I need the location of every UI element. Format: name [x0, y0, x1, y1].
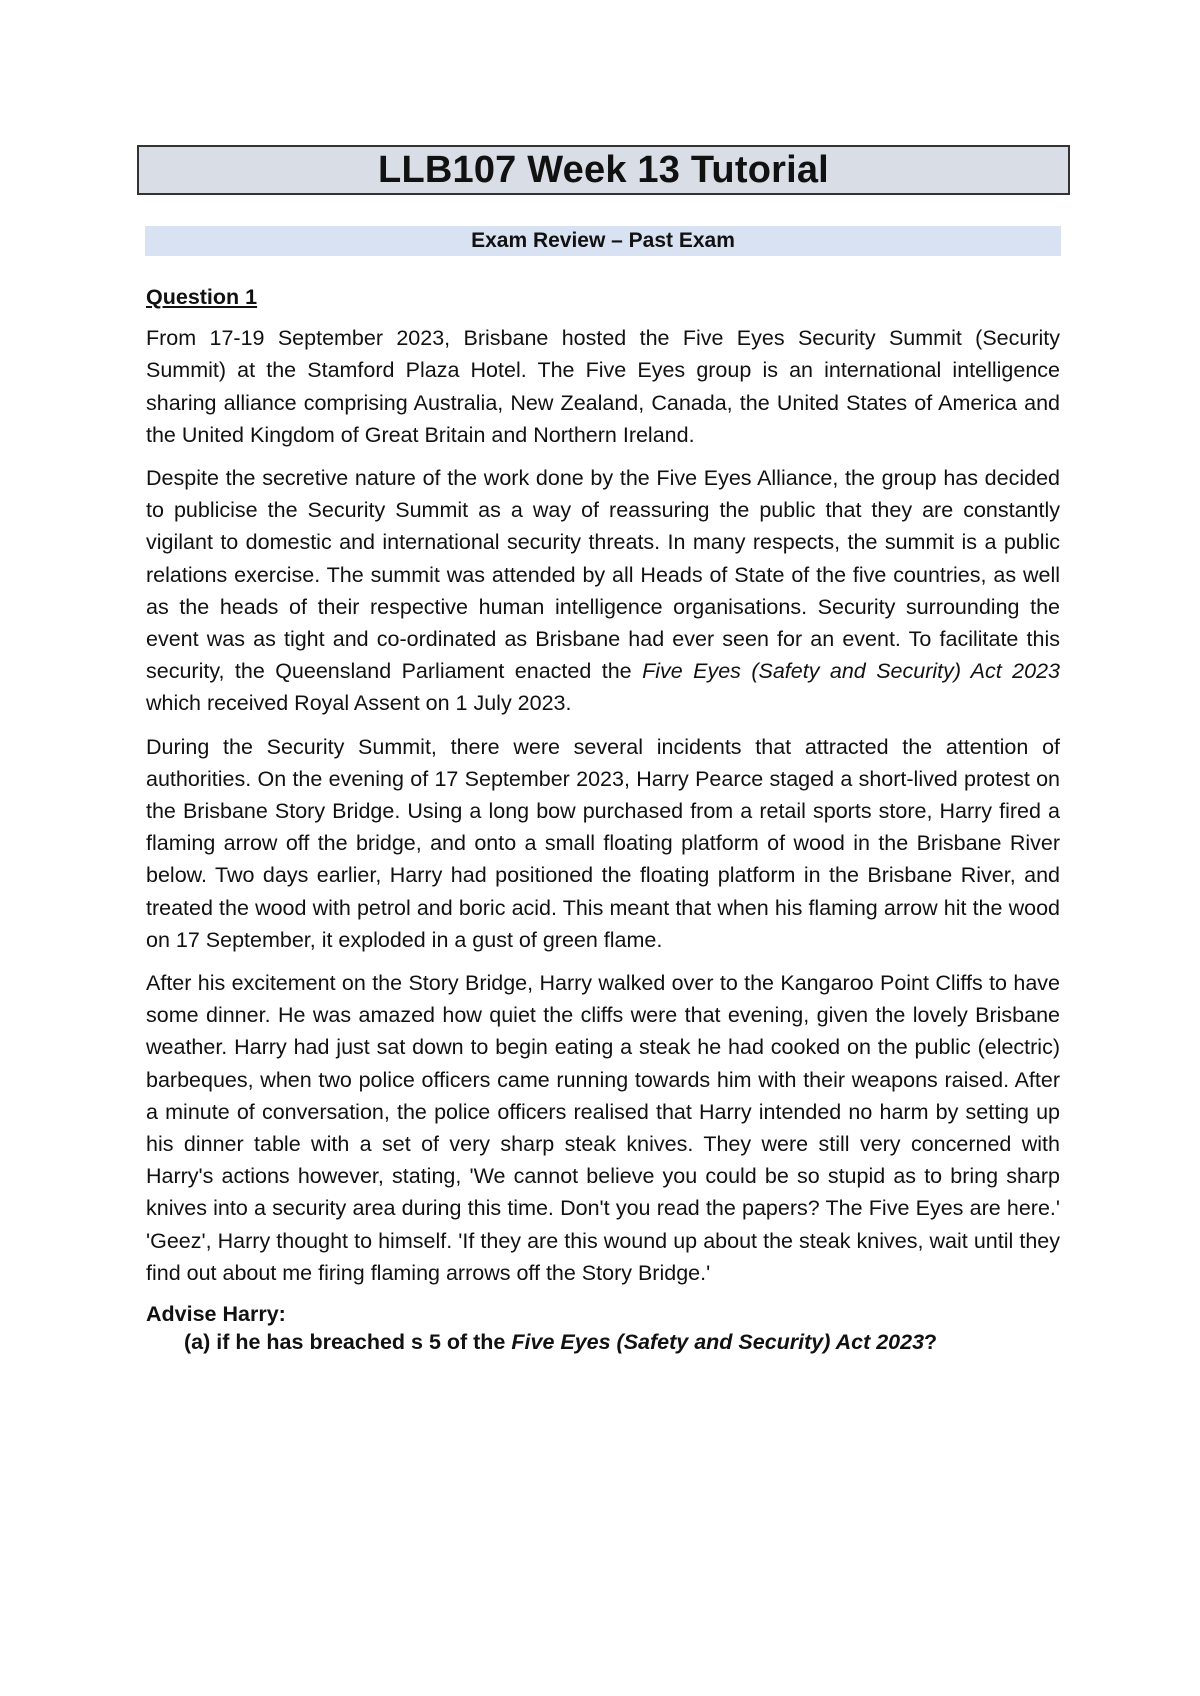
title-box [137, 145, 1070, 195]
question-content [146, 281, 1060, 1356]
page-title: LLB107 Week 13 Tutorial [378, 148, 829, 191]
subtitle-bar [145, 226, 1061, 256]
part-a-text-after: ? [924, 1330, 938, 1355]
part-a [184, 1328, 1060, 1356]
part-a-act-name: Five Eyes (Safety and Security) Act 2023 [511, 1330, 925, 1355]
part-a-text-before: (a) if he has breached s 5 of the [184, 1330, 512, 1355]
paragraph-2 [146, 462, 1060, 720]
paragraph-2-text-before: Despite the secretive nature of the work done by the Five Eyes Alliance, the group has decided to publicise the Security Summit as a way of reassuring the public that they are constantly vigilant to domestic and international security threats. In many respects, the summit is a public relations exercise. The summit was attended by all Heads of State of the five countries, as well as the heads of their respective human intelligence organisations. Security surrounding the event was as tight and co-ordinated as Brisbane had ever seen for an event. To facilitate this security, the Queensland Parliament enacted the [146, 466, 1060, 684]
page-subtitle: Exam Review – Past Exam [471, 229, 735, 252]
question-heading: Question 1 [146, 285, 258, 309]
paragraph-4: After his excitement on the Story Bridge, Harry walked over to the Kangaroo Point Cliffs to have some dinner. He was amazed how quiet the cliffs were that evening, given the lovely Brisbane weather. Harry had just sat down to begin eating a steak he had cooked on the public (electric) barbeques, when two police officers came running towards him with their weapons raised. After a minute of conversation, the police officers realised that Harry intended no harm by setting up his dinner table with a set of very sharp steak knives. They were still very concerned with Harry's actions however, stating, 'We cannot believe you could be so stupid as to bring sharp knives into a security area during this time. Don't you read the papers? The Five Eyes are here.' 'Geez', Harry thought to himself. 'If they are this wound up about the steak knives, wait until they find out about me firing flaming arrows off the Story Bridge.' [146, 971, 1060, 1285]
paragraph-1: From 17-19 September 2023, Brisbane hosted the Five Eyes Security Summit (Security Summit) at the Stamford Plaza Hotel. The Five Eyes group is an international intelligence sharing alliance comprising Australia, New Zealand, Canada, the United States of America and the United Kingdom of Great Britain and Northern Ireland. [146, 326, 1060, 447]
advise-heading: Advise Harry: [146, 1302, 286, 1327]
paragraph-3: During the Security Summit, there were several incidents that attracted the attention of authorities. On the evening of 17 September 2023, Harry Pearce staged a short-lived protest on the Brisbane Story Bridge. Using a long bow purchased from a retail sports store, Harry fired a flaming arrow off the bridge, and onto a small floating platform of wood in the Brisbane River below. Two days earlier, Harry had positioned the floating platform in the Brisbane River, and treated the wood with petrol and boric acid. This meant that when his flaming arrow hit the wood on 17 September, it exploded in a gust of green flame. [146, 734, 1060, 952]
paragraph-2-text-after: which received Royal Assent on 1 July 2023. [146, 691, 572, 716]
act-name: Five Eyes (Safety and Security) Act 2023 [642, 659, 1060, 684]
